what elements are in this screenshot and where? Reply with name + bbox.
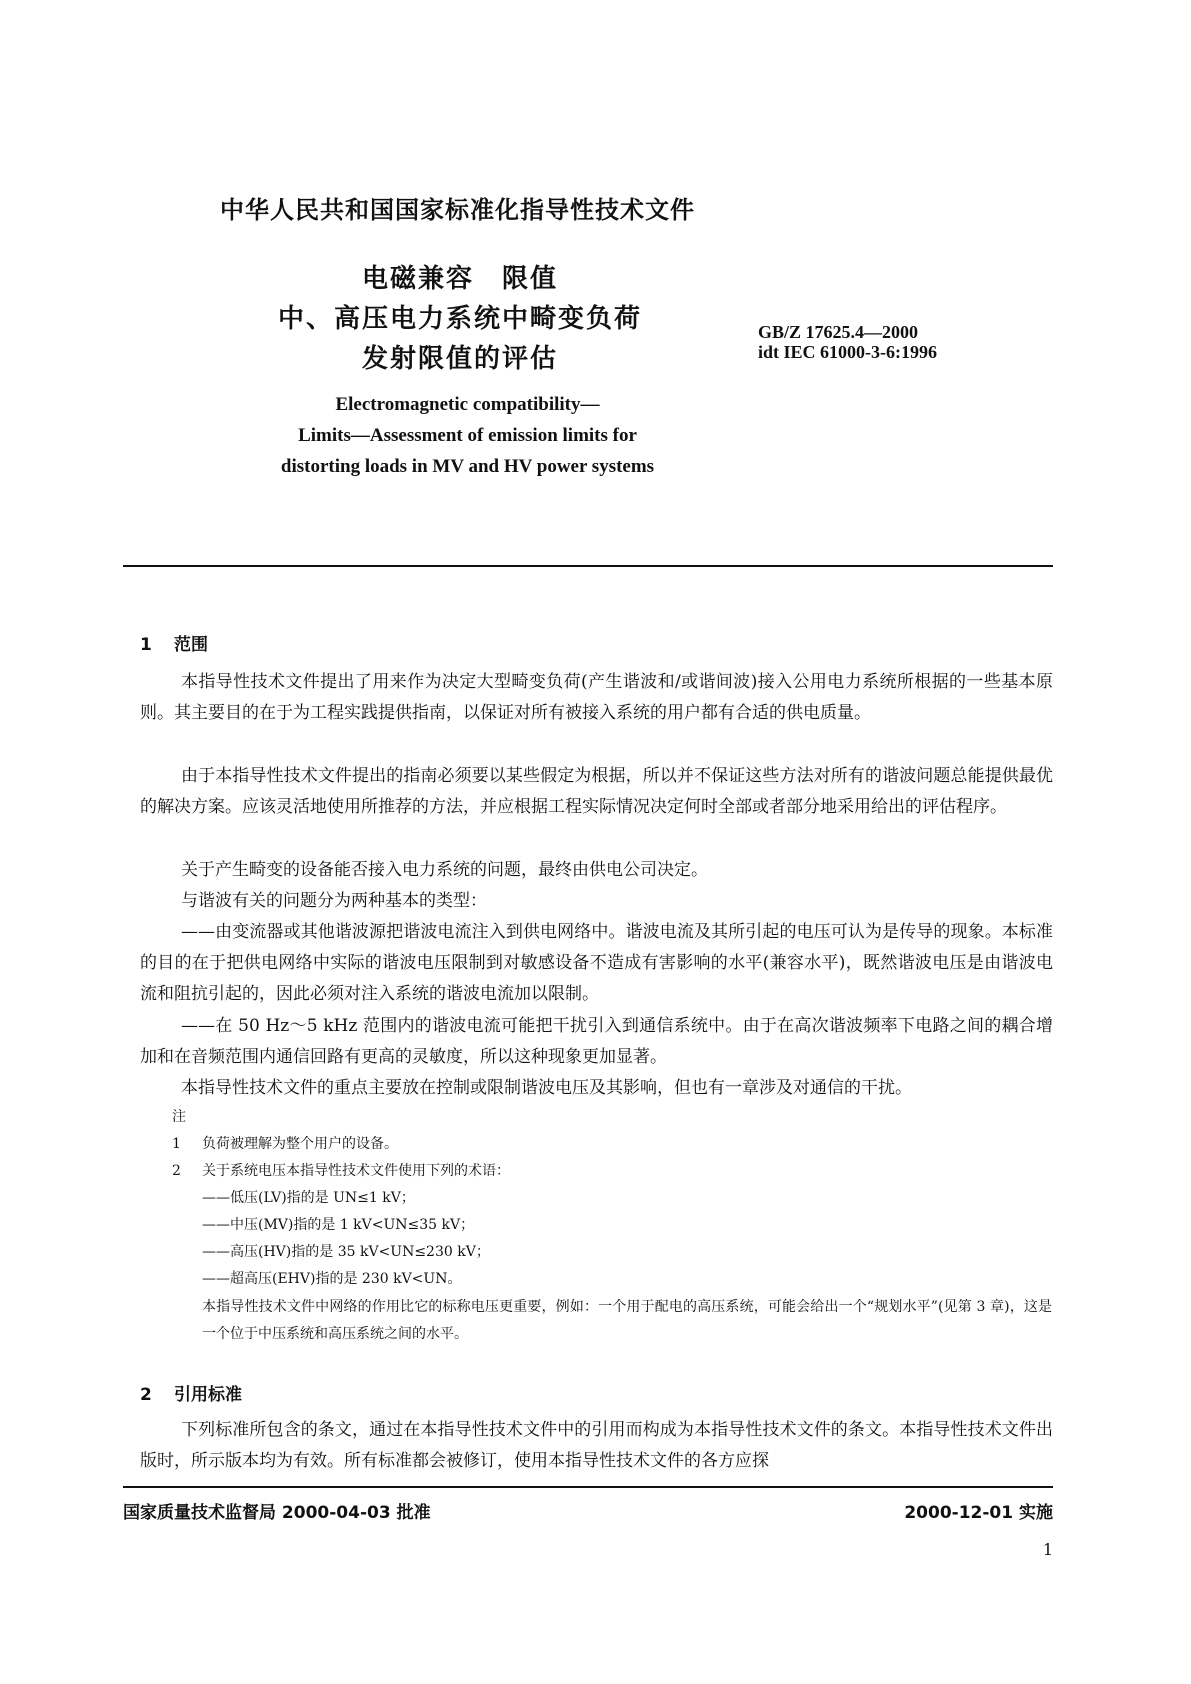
section-number: 2 bbox=[140, 1385, 152, 1405]
english-title-line-2: Limits—Assessment of emission limits for bbox=[298, 425, 637, 446]
footer-divider bbox=[123, 1486, 1053, 1488]
note-item bbox=[172, 1131, 1052, 1158]
section-2-paragraph: 下列标准所包含的条文，通过在本指导性技术文件中的引用而构成为本指导性技术文件的条文。本指导性技术文件出版时，所示版本均为有效。所有标准都会被修订，使用本指导性技术文件的各方应探 bbox=[140, 1420, 1053, 1471]
section-1-heading bbox=[140, 630, 208, 655]
header-divider bbox=[123, 565, 1053, 567]
voltage-term: ——中压(MV)指的是 1 kV<UN≤35 kV； bbox=[202, 1217, 475, 1233]
document-banner: 中华人民共和国国家标准化指导性技术文件 bbox=[220, 196, 695, 224]
section-2-heading bbox=[140, 1380, 242, 1405]
note-label: 注 bbox=[172, 1109, 186, 1125]
section-1-paragraph: 本指导性技术文件提出了用来作为决定大型畸变负荷(产生谐波和/或谐间波)接入公用电力系统所根据的一些基本原则。其主要目的在于为工程实践提供指南，以保证对所有被接入系统的用户都有合适的供电质量。 bbox=[140, 672, 1053, 723]
note-number: 1 bbox=[172, 1136, 181, 1152]
title-line-2: 中、高压电力系统中畸变负荷 bbox=[277, 304, 642, 334]
note-closing: 本指导性技术文件中网络的作用比它的标称电压更重要，例如：一个用于配电的高压系统，可能会给出一个“规划水平”(见第 3 章)，这是一个位于中压系统和高压系统之间的水平。 bbox=[202, 1299, 1052, 1342]
idt-code: idt IEC 61000-3-6:1996 bbox=[758, 342, 937, 362]
title-line-3: 发射限值的评估 bbox=[361, 344, 558, 374]
note-text: 关于系统电压本指导性技术文件使用下列的术语： bbox=[202, 1163, 510, 1179]
section-1-paragraph: 本指导性技术文件的重点主要放在控制或限制谐波电压及其影响，但也有一章涉及对通信的干扰。 bbox=[181, 1078, 912, 1098]
section-title: 引用标准 bbox=[174, 1385, 242, 1405]
section-1-paragraph: ——由变流器或其他谐波源把谐波电流注入到供电网络中。谐波电流及其所引起的电压可认为是传导的现象。本标准的目的在于把供电网络中实际的谐波电压限制到对敏感设备不造成有害影响的水平(兼容水平)，既然谐波电压是由谐波电流和阻抗引起的，因此必须对注入系统的谐波电流加以限制。 bbox=[140, 922, 1053, 1004]
effective-date: 2000-12-01 实施 bbox=[904, 1503, 1053, 1523]
section-1-paragraph: 关于产生畸变的设备能否接入电力系统的问题，最终由供电公司决定。 bbox=[181, 860, 708, 880]
english-title-line-3: distorting loads in MV and HV power systems bbox=[280, 456, 655, 477]
voltage-term: ——低压(LV)指的是 UN≤1 kV； bbox=[202, 1190, 415, 1206]
voltage-term: ——高压(HV)指的是 35 kV<UN≤230 kV； bbox=[202, 1244, 490, 1260]
section-title: 范围 bbox=[174, 635, 208, 655]
page-number: 1 bbox=[1042, 1540, 1053, 1559]
section-number: 1 bbox=[140, 635, 152, 655]
section-1-paragraph: ——在 50 Hz～5 kHz 范围内的谐波电流可能把干扰引入到通信系统中。由于在高次谐波频率下电路之间的耦合增加和在音频范围内通信回路有更高的灵敏度，所以这种现象更加显著。 bbox=[140, 1016, 1053, 1067]
note-item bbox=[172, 1158, 1052, 1185]
section-1-paragraph: 由于本指导性技术文件提出的指南必须要以某些假定为根据，所以并不保证这些方法对所有的谐波问题总能提供最优的解决方案。应该灵活地使用所推荐的方法，并应根据工程实际情况决定何时全部或者部分地采用给出的评估程序。 bbox=[140, 766, 1053, 817]
voltage-term: ——超高压(EHV)指的是 230 kV<UN。 bbox=[202, 1271, 462, 1287]
section-1-paragraph: 与谐波有关的问题分为两种基本的类型： bbox=[181, 891, 487, 911]
title-line-1: 电磁兼容 限值 bbox=[361, 264, 558, 294]
english-title-line-1: Electromagnetic compatibility— bbox=[335, 394, 600, 415]
note-number: 2 bbox=[172, 1163, 181, 1179]
approval-date: 国家质量技术监督局 2000-04-03 批准 bbox=[123, 1503, 431, 1523]
note-text: 负荷被理解为整个用户的设备。 bbox=[202, 1136, 398, 1152]
standard-code: GB/Z 17625.4—2000 bbox=[758, 322, 919, 342]
